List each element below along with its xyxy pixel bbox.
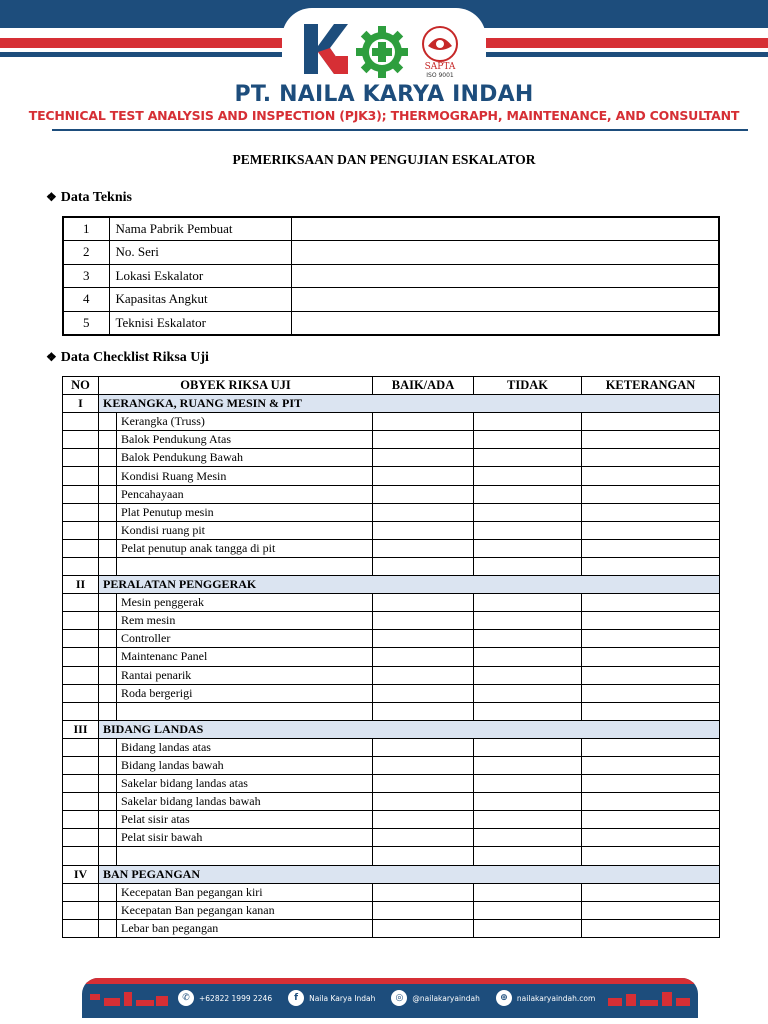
- tidak-cell[interactable]: [474, 793, 582, 811]
- item-label: Pelat sisir atas: [117, 811, 373, 829]
- data-teknis-row: [63, 264, 719, 288]
- item-number: [63, 702, 99, 720]
- item-label: Pelat penutup anak tangga di pit: [117, 539, 373, 557]
- item-number: [63, 594, 99, 612]
- section-heading-text: Data Teknis: [60, 190, 132, 205]
- section-number: II: [63, 576, 99, 594]
- item-sub-cell: [99, 702, 117, 720]
- tidak-cell[interactable]: [474, 413, 582, 431]
- column-header-keterangan: KETERANGAN: [582, 377, 720, 395]
- item-label: Kondisi Ruang Mesin: [117, 467, 373, 485]
- tidak-cell[interactable]: [474, 467, 582, 485]
- keterangan-cell[interactable]: [582, 503, 720, 521]
- item-label: Rem mesin: [117, 612, 373, 630]
- baik-ada-cell[interactable]: [373, 557, 474, 575]
- keterangan-cell[interactable]: [582, 630, 720, 648]
- column-header-baik: BAIK/ADA: [373, 377, 474, 395]
- checklist-table: [62, 376, 720, 938]
- keterangan-cell[interactable]: [582, 811, 720, 829]
- item-label: Kecepatan Ban pegangan kiri: [117, 883, 373, 901]
- item-label: Kecepatan Ban pegangan kanan: [117, 901, 373, 919]
- item-label: Lebar ban pegangan: [117, 919, 373, 937]
- diamond-bullet-icon: ❖: [46, 350, 57, 364]
- item-sub-cell: [99, 666, 117, 684]
- baik-ada-cell[interactable]: [373, 811, 474, 829]
- item-label: Kerangka (Truss): [117, 413, 373, 431]
- item-sub-cell: [99, 431, 117, 449]
- company-subtitle: TECHNICAL TEST ANALYSIS AND INSPECTION (PJK3); THERMOGRAPH, MAINTENANCE, AND CONSULTANT: [28, 108, 740, 123]
- row-number: 5: [63, 311, 109, 335]
- tidak-cell[interactable]: [474, 883, 582, 901]
- row-number: 2: [63, 241, 109, 265]
- baik-ada-cell[interactable]: [373, 684, 474, 702]
- item-label: Controller: [117, 630, 373, 648]
- baik-ada-cell[interactable]: [373, 666, 474, 684]
- item-number: [63, 503, 99, 521]
- keterangan-cell[interactable]: [582, 594, 720, 612]
- keterangan-cell[interactable]: [582, 449, 720, 467]
- baik-ada-cell[interactable]: [373, 612, 474, 630]
- item-label: Pencahayaan: [117, 485, 373, 503]
- checklist-item-row: [63, 829, 720, 847]
- tidak-cell[interactable]: [474, 503, 582, 521]
- baik-ada-cell[interactable]: [373, 756, 474, 774]
- checklist-item-row: [63, 702, 720, 720]
- checklist-item-row: [63, 901, 720, 919]
- data-teknis-row: [63, 217, 719, 241]
- item-label: Sakelar bidang landas bawah: [117, 793, 373, 811]
- footer-instagram[interactable]: [391, 990, 480, 1006]
- checklist-item-row: [63, 883, 720, 901]
- document-title: PEMERIKSAAN DAN PENGUJIAN ESKALATOR: [232, 152, 536, 167]
- checklist-item-row: [63, 775, 720, 793]
- item-sub-cell: [99, 467, 117, 485]
- data-teknis-row: [63, 311, 719, 335]
- footer-facebook[interactable]: [288, 990, 375, 1006]
- checklist-item-row: [63, 666, 720, 684]
- item-number: [63, 648, 99, 666]
- checklist-item-row: [63, 612, 720, 630]
- company-logo-icon: [300, 20, 352, 78]
- tidak-cell[interactable]: [474, 431, 582, 449]
- item-label: [117, 847, 373, 865]
- checklist-header-row: [63, 377, 720, 395]
- footer-website-text: nailakaryaindah.com: [516, 993, 596, 1003]
- tidak-cell[interactable]: [474, 539, 582, 557]
- field-label: Teknisi Eskalator: [109, 311, 291, 335]
- item-number: [63, 775, 99, 793]
- checklist-item-row: [63, 756, 720, 774]
- item-sub-cell: [99, 539, 117, 557]
- field-label: Lokasi Eskalator: [109, 264, 291, 288]
- item-sub-cell: [99, 630, 117, 648]
- item-sub-cell: [99, 594, 117, 612]
- tidak-cell[interactable]: [474, 557, 582, 575]
- keterangan-cell[interactable]: [582, 467, 720, 485]
- item-sub-cell: [99, 883, 117, 901]
- item-label: Balok Pendukung Atas: [117, 431, 373, 449]
- checklist-item-row: [63, 539, 720, 557]
- item-number: [63, 431, 99, 449]
- keterangan-cell[interactable]: [582, 883, 720, 901]
- item-label: Mesin penggerak: [117, 594, 373, 612]
- tidak-cell[interactable]: [474, 756, 582, 774]
- tidak-cell[interactable]: [474, 829, 582, 847]
- baik-ada-cell[interactable]: [373, 738, 474, 756]
- item-sub-cell: [99, 829, 117, 847]
- field-value[interactable]: [291, 217, 719, 241]
- item-number: [63, 467, 99, 485]
- checklist-item-row: [63, 811, 720, 829]
- item-label: Kondisi ruang pit: [117, 521, 373, 539]
- item-number: [63, 847, 99, 865]
- section-number: I: [63, 395, 99, 413]
- baik-ada-cell[interactable]: [373, 829, 474, 847]
- column-header-no: NO: [63, 377, 99, 395]
- footer-phone[interactable]: [178, 990, 272, 1006]
- tidak-cell[interactable]: [474, 648, 582, 666]
- checklist-section-row: [63, 576, 720, 594]
- map-decoration-icon: [604, 988, 694, 1016]
- checklist-item-row: [63, 485, 720, 503]
- keterangan-cell[interactable]: [582, 793, 720, 811]
- tidak-cell[interactable]: [474, 612, 582, 630]
- section-number: III: [63, 720, 99, 738]
- data-teknis-row: [63, 241, 719, 265]
- item-number: [63, 793, 99, 811]
- tidak-cell[interactable]: [474, 738, 582, 756]
- item-sub-cell: [99, 756, 117, 774]
- checklist-section-row: [63, 720, 720, 738]
- checklist-item-row: [63, 684, 720, 702]
- baik-ada-cell[interactable]: [373, 775, 474, 793]
- item-sub-cell: [99, 847, 117, 865]
- keterangan-cell[interactable]: [582, 919, 720, 937]
- item-number: [63, 738, 99, 756]
- item-number: [63, 811, 99, 829]
- section-heading-text: Data Checklist Riksa Uji: [60, 350, 209, 365]
- checklist-item-row: [63, 467, 720, 485]
- baik-ada-cell[interactable]: [373, 702, 474, 720]
- item-label: Roda bergerigi: [117, 684, 373, 702]
- item-sub-cell: [99, 503, 117, 521]
- item-number: [63, 630, 99, 648]
- section-title: BIDANG LANDAS: [99, 720, 720, 738]
- baik-ada-cell[interactable]: [373, 883, 474, 901]
- field-value[interactable]: [291, 264, 719, 288]
- item-number: [63, 612, 99, 630]
- company-name: PT. NAILA KARYA INDAH: [234, 82, 534, 107]
- item-label: Sakelar bidang landas atas: [117, 775, 373, 793]
- row-number: 1: [63, 217, 109, 241]
- item-number: [63, 413, 99, 431]
- item-label: Maintenanc Panel: [117, 648, 373, 666]
- keterangan-cell[interactable]: [582, 666, 720, 684]
- item-sub-cell: [99, 612, 117, 630]
- row-number: 4: [63, 288, 109, 312]
- tidak-cell[interactable]: [474, 847, 582, 865]
- data-teknis-row: [63, 288, 719, 312]
- keterangan-cell[interactable]: [582, 648, 720, 666]
- footer-facebook-text: Naila Karya Indah: [309, 993, 376, 1003]
- item-sub-cell: [99, 811, 117, 829]
- item-label: Plat Penutup mesin: [117, 503, 373, 521]
- sapta-iso-logo-icon: [416, 24, 464, 84]
- checklist-section-row: [63, 865, 720, 883]
- checklist-item-row: [63, 413, 720, 431]
- column-header-obyek: OBYEK RIKSA UJI: [99, 377, 373, 395]
- field-label: Kapasitas Angkut: [109, 288, 291, 312]
- baik-ada-cell[interactable]: [373, 630, 474, 648]
- item-sub-cell: [99, 557, 117, 575]
- footer-phone-text: +62822 1999 2246: [199, 993, 273, 1003]
- phone-icon: ✆: [178, 990, 194, 1006]
- item-label: [117, 557, 373, 575]
- baik-ada-cell[interactable]: [373, 413, 474, 431]
- baik-ada-cell[interactable]: [373, 919, 474, 937]
- item-label: Pelat sisir bawah: [117, 829, 373, 847]
- item-number: [63, 883, 99, 901]
- keterangan-cell[interactable]: [582, 539, 720, 557]
- item-sub-cell: [99, 738, 117, 756]
- baik-ada-cell[interactable]: [373, 431, 474, 449]
- item-label: [117, 702, 373, 720]
- item-label: Bidang landas atas: [117, 738, 373, 756]
- header-divider: [52, 129, 748, 131]
- field-value[interactable]: [291, 311, 719, 335]
- baik-ada-cell[interactable]: [373, 648, 474, 666]
- sapta-text: SAPTA: [424, 62, 456, 72]
- item-sub-cell: [99, 775, 117, 793]
- tidak-cell[interactable]: [474, 811, 582, 829]
- item-number: [63, 521, 99, 539]
- item-label: Bidang landas bawah: [117, 756, 373, 774]
- baik-ada-cell[interactable]: [373, 594, 474, 612]
- section-title: PERALATAN PENGGERAK: [99, 576, 720, 594]
- checklist-item-row: [63, 847, 720, 865]
- keterangan-cell[interactable]: [582, 702, 720, 720]
- instagram-icon: ◎: [391, 990, 407, 1006]
- item-sub-cell: [99, 521, 117, 539]
- section-number: IV: [63, 865, 99, 883]
- footer-bar: [82, 978, 698, 1018]
- footer-instagram-text: @nailakaryaindah: [412, 993, 480, 1003]
- checklist-section-row: [63, 395, 720, 413]
- diamond-bullet-icon: ❖: [46, 190, 57, 204]
- baik-ada-cell[interactable]: [373, 901, 474, 919]
- item-sub-cell: [99, 449, 117, 467]
- item-sub-cell: [99, 793, 117, 811]
- keterangan-cell[interactable]: [582, 738, 720, 756]
- tidak-cell[interactable]: [474, 775, 582, 793]
- keterangan-cell[interactable]: [582, 901, 720, 919]
- tidak-cell[interactable]: [474, 521, 582, 539]
- checklist-item-row: [63, 919, 720, 937]
- checklist-item-row: [63, 630, 720, 648]
- item-sub-cell: [99, 684, 117, 702]
- baik-ada-cell[interactable]: [373, 467, 474, 485]
- keterangan-cell[interactable]: [582, 612, 720, 630]
- section-heading-data-teknis: [46, 190, 132, 206]
- checklist-item-row: [63, 431, 720, 449]
- item-sub-cell: [99, 413, 117, 431]
- baik-ada-cell[interactable]: [373, 485, 474, 503]
- keterangan-cell[interactable]: [582, 557, 720, 575]
- keterangan-cell[interactable]: [582, 485, 720, 503]
- item-number: [63, 901, 99, 919]
- row-number: 3: [63, 264, 109, 288]
- item-sub-cell: [99, 648, 117, 666]
- tidak-cell[interactable]: [474, 702, 582, 720]
- field-label: Nama Pabrik Pembuat: [109, 217, 291, 241]
- footer-red-edge: [82, 978, 698, 984]
- keterangan-cell[interactable]: [582, 521, 720, 539]
- map-decoration-icon: [86, 988, 176, 1016]
- checklist-item-row: [63, 648, 720, 666]
- item-number: [63, 449, 99, 467]
- item-number: [63, 829, 99, 847]
- baik-ada-cell[interactable]: [373, 449, 474, 467]
- iso-text: ISO 9001: [426, 72, 454, 79]
- tidak-cell[interactable]: [474, 919, 582, 937]
- item-label: Balok Pendukung Bawah: [117, 449, 373, 467]
- item-number: [63, 684, 99, 702]
- tidak-cell[interactable]: [474, 901, 582, 919]
- field-value[interactable]: [291, 241, 719, 265]
- item-number: [63, 557, 99, 575]
- tidak-cell[interactable]: [474, 449, 582, 467]
- facebook-icon: f: [288, 990, 304, 1006]
- section-heading-checklist: [46, 350, 209, 366]
- keterangan-cell[interactable]: [582, 756, 720, 774]
- baik-ada-cell[interactable]: [373, 793, 474, 811]
- keterangan-cell[interactable]: [582, 431, 720, 449]
- tidak-cell[interactable]: [474, 594, 582, 612]
- item-number: [63, 539, 99, 557]
- checklist-item-row: [63, 557, 720, 575]
- baik-ada-cell[interactable]: [373, 503, 474, 521]
- checklist-item-row: [63, 793, 720, 811]
- baik-ada-cell[interactable]: [373, 847, 474, 865]
- item-number: [63, 485, 99, 503]
- section-title: KERANGKA, RUANG MESIN & PIT: [99, 395, 720, 413]
- footer-website[interactable]: [496, 990, 595, 1006]
- k3-safety-gear-icon: [356, 26, 408, 78]
- baik-ada-cell[interactable]: [373, 539, 474, 557]
- checklist-item-row: [63, 449, 720, 467]
- field-label: No. Seri: [109, 241, 291, 265]
- item-sub-cell: [99, 901, 117, 919]
- globe-icon: ⊕: [496, 990, 512, 1006]
- tidak-cell[interactable]: [474, 630, 582, 648]
- checklist-item-row: [63, 521, 720, 539]
- tidak-cell[interactable]: [474, 485, 582, 503]
- keterangan-cell[interactable]: [582, 829, 720, 847]
- tidak-cell[interactable]: [474, 666, 582, 684]
- field-value[interactable]: [291, 288, 719, 312]
- tidak-cell[interactable]: [474, 684, 582, 702]
- item-number: [63, 756, 99, 774]
- item-number: [63, 666, 99, 684]
- keterangan-cell[interactable]: [582, 775, 720, 793]
- baik-ada-cell[interactable]: [373, 521, 474, 539]
- keterangan-cell[interactable]: [582, 413, 720, 431]
- data-teknis-table: [62, 216, 720, 336]
- item-sub-cell: [99, 919, 117, 937]
- item-sub-cell: [99, 485, 117, 503]
- checklist-item-row: [63, 594, 720, 612]
- checklist-item-row: [63, 738, 720, 756]
- keterangan-cell[interactable]: [582, 684, 720, 702]
- section-title: BAN PEGANGAN: [99, 865, 720, 883]
- item-number: [63, 919, 99, 937]
- checklist-item-row: [63, 503, 720, 521]
- item-label: Rantai penarik: [117, 666, 373, 684]
- keterangan-cell[interactable]: [582, 847, 720, 865]
- column-header-tidak: TIDAK: [474, 377, 582, 395]
